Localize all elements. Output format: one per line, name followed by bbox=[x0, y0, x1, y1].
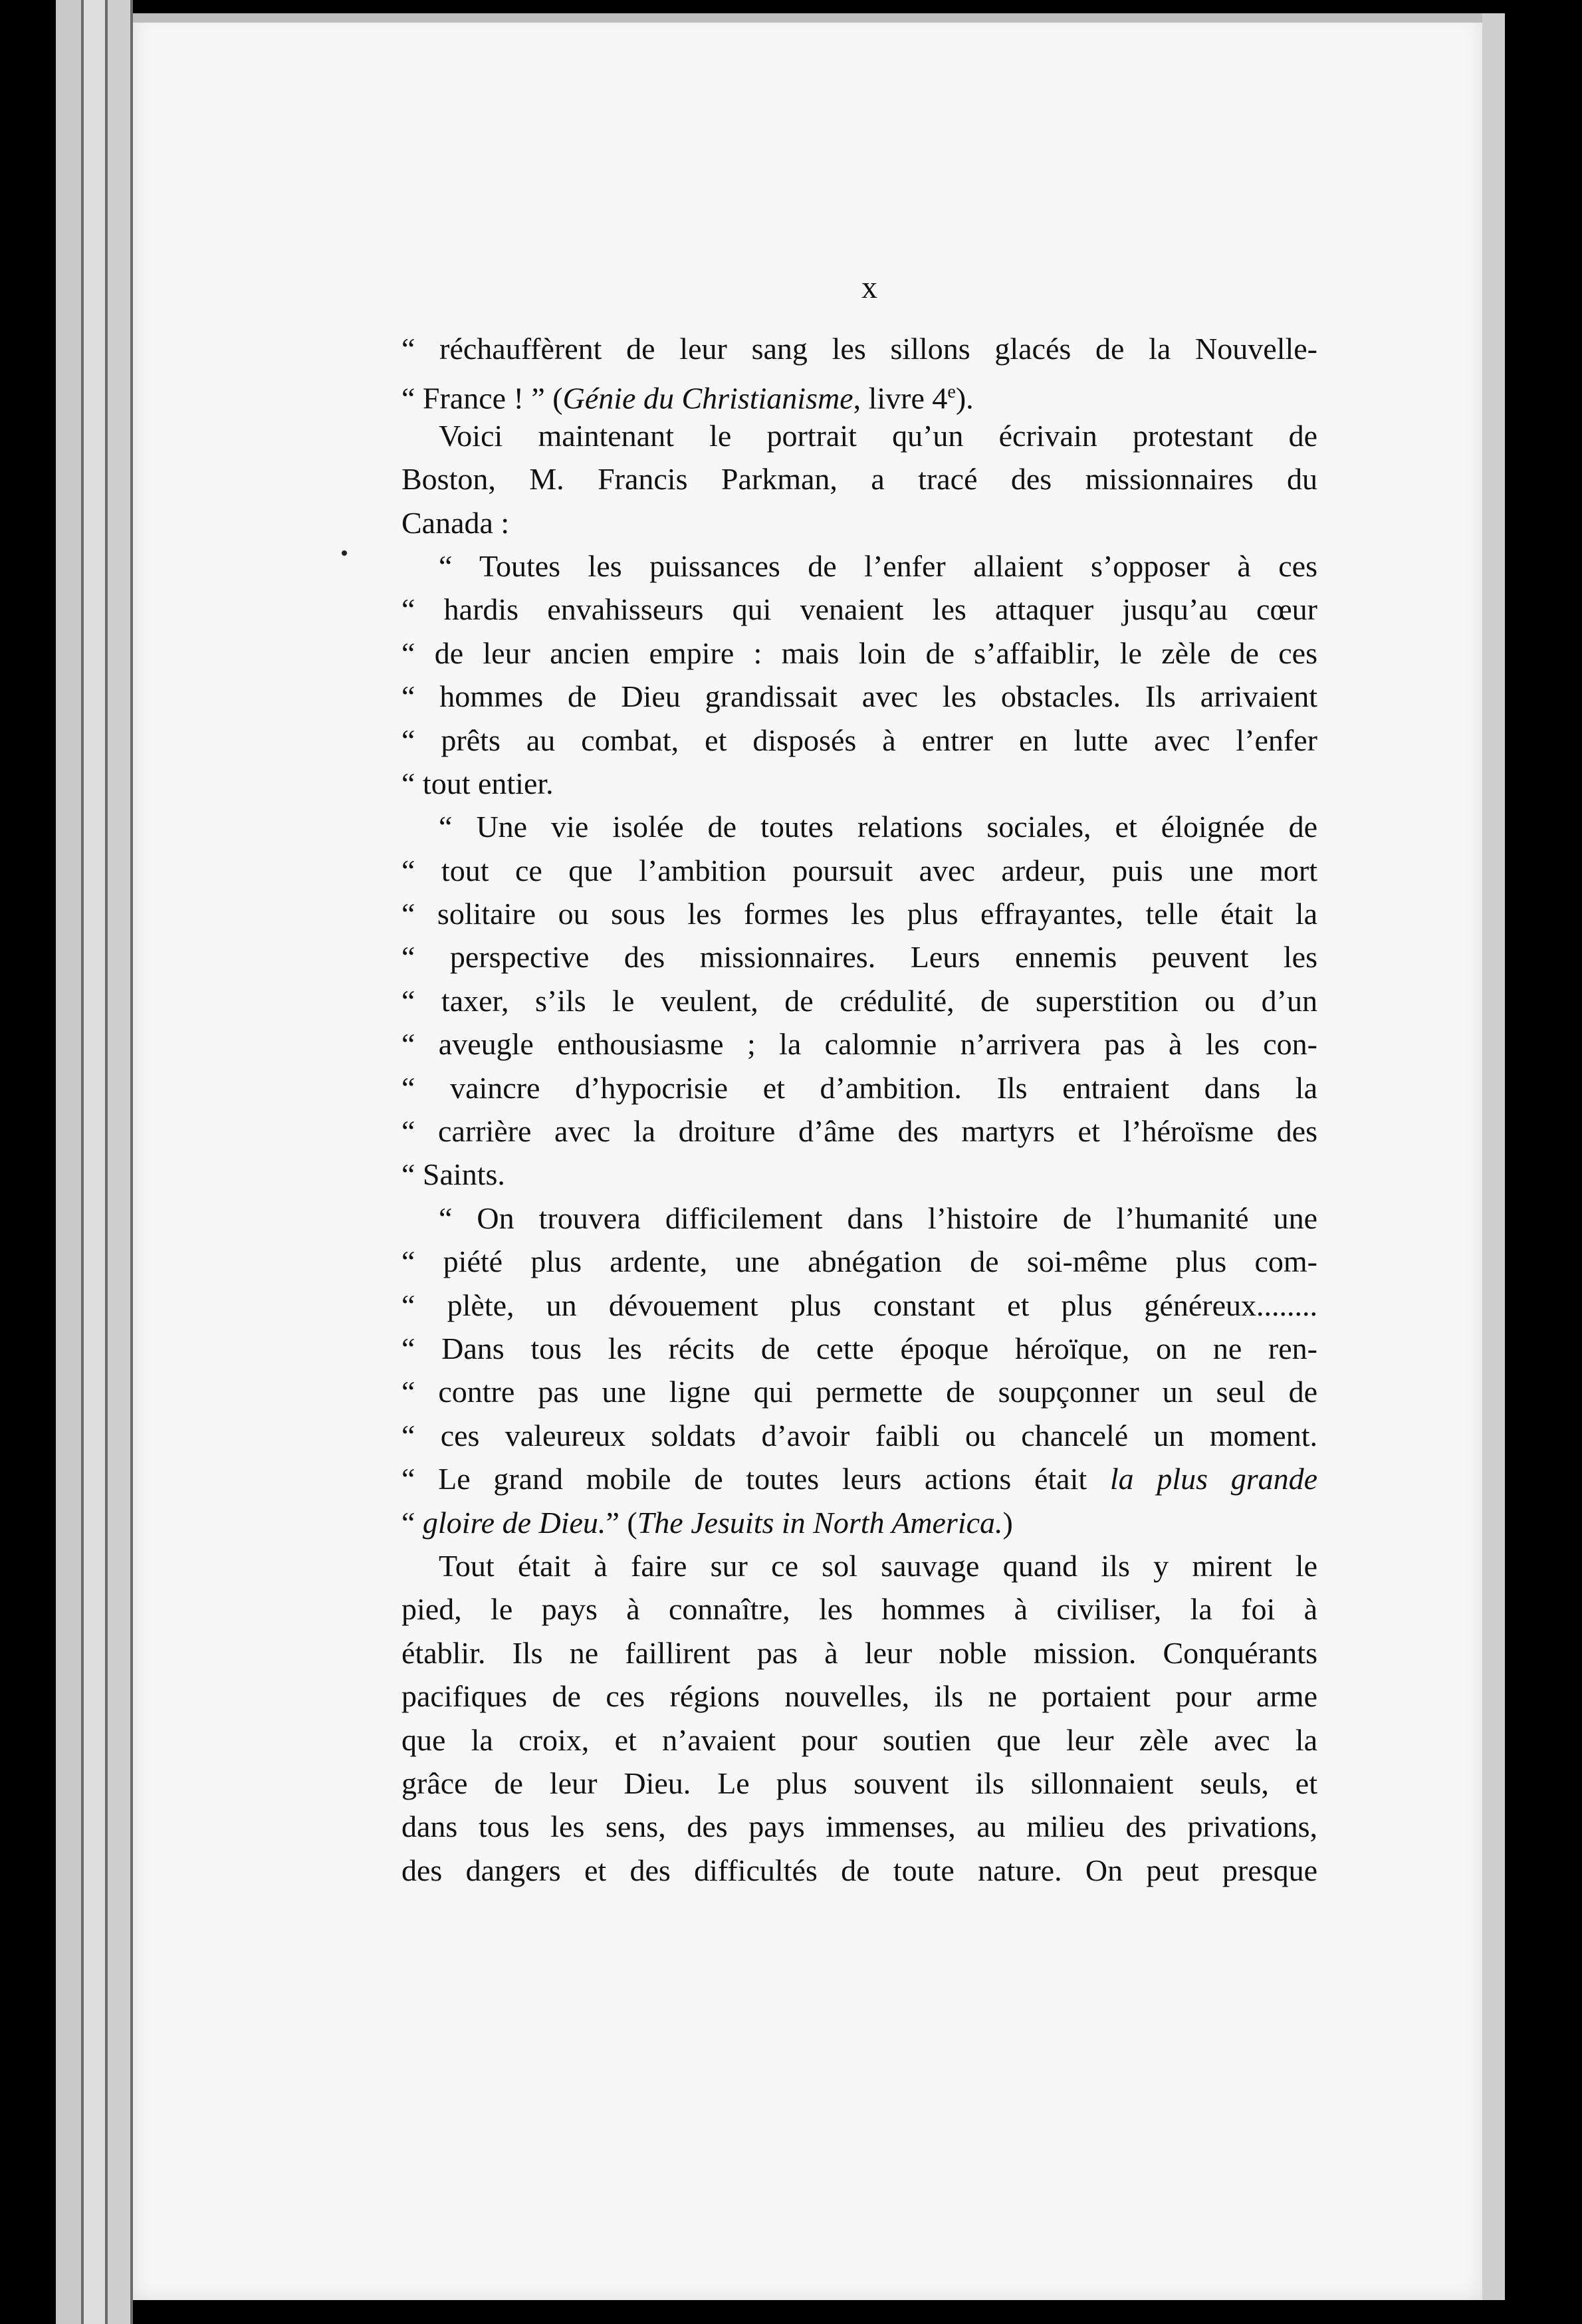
page-top-shade bbox=[133, 13, 1482, 23]
page-edge-line bbox=[81, 0, 84, 2324]
text-line: “ hardis envahisseurs qui venaient les attaquer jusqu’au cœur bbox=[401, 592, 1317, 627]
page-edge-stack bbox=[82, 0, 106, 2324]
text-line: “ piété plus ardente, une abnégation de soi-même plus com- bbox=[401, 1244, 1317, 1279]
page-edge-stack bbox=[56, 0, 82, 2324]
text-line: “ perspective des missionnaires. Leurs ennemis peuvent les bbox=[401, 940, 1317, 975]
text-line: “ solitaire ou sous les formes les plus effrayantes, telle était la bbox=[401, 897, 1317, 931]
text-line: “ taxer, s’ils le veulent, de crédulité, de superstition ou d’un bbox=[401, 983, 1317, 1018]
text-line: “ contre pas une ligne qui permette de soupçonner un seul de bbox=[401, 1375, 1317, 1409]
text-line: “ réchauffèrent de leur sang les sillons glacés de la Nouvelle- bbox=[401, 332, 1317, 366]
text-line: Voici maintenant le portrait qu’un écrivain protestant de bbox=[439, 418, 1317, 453]
text-line: “ plète, un dévouement plus constant et plus généreux........ bbox=[401, 1288, 1317, 1322]
text-line: “ prêts au combat, et disposés à entrer en lutte avec l’enfer bbox=[401, 723, 1317, 757]
text-line: “ Toutes les puissances de l’enfer allaient s’opposer à ces bbox=[439, 548, 1317, 583]
text-line: que la croix, et n’avaient pour soutien que leur zèle avec la bbox=[401, 1722, 1317, 1757]
text-line: “ Saints. bbox=[401, 1157, 505, 1192]
page-edge-stack bbox=[106, 0, 130, 2324]
text-line: “ Le grand mobile de toutes leurs actions était la plus grande bbox=[401, 1462, 1318, 1496]
page-folio: x bbox=[861, 270, 877, 305]
text-line: “ France ! ” (Génie du Christianisme, livre 4e). bbox=[401, 381, 974, 415]
text-line: pacifiques de ces régions nouvelles, ils ne portaient pour arme bbox=[401, 1679, 1317, 1714]
text-line: “ Dans tous les récits de cette époque héroïque, on ne ren- bbox=[401, 1331, 1317, 1365]
page-edge-line bbox=[105, 0, 108, 2324]
text-line: établir. Ils ne faillirent pas à leur noble mission. Conquérants bbox=[401, 1635, 1317, 1670]
text-line: dans tous les sens, des pays immenses, au milieu des privations, bbox=[401, 1809, 1317, 1844]
text-line: “ tout entier. bbox=[401, 766, 554, 800]
text-line: “ tout ce que l’ambition poursuit avec ardeur, puis une mort bbox=[401, 853, 1317, 887]
text-line: “ vaincre d’hypocrisie et d’ambition. Ils entraient dans la bbox=[401, 1070, 1317, 1105]
text-line: “ carrière avec la droiture d’âme des martyrs et l’héroïsme des bbox=[401, 1114, 1317, 1149]
text-line: des dangers et des difficultés de toute nature. On peut presque bbox=[401, 1853, 1317, 1887]
right-gutter bbox=[1482, 13, 1505, 2300]
text-line: “ hommes de Dieu grandissait avec les obstacles. Ils arrivaient bbox=[401, 679, 1317, 714]
text-line: “ gloire de Dieu.” (The Jesuits in North America.) bbox=[401, 1505, 1013, 1540]
text-line: “ On trouvera difficilement dans l’histoire de l’humanité une bbox=[439, 1201, 1317, 1235]
text-line: “ aveugle enthousiasme ; la calomnie n’arrivera pas à les con- bbox=[401, 1027, 1317, 1062]
text-line: “ de leur ancien empire : mais loin de s’affaiblir, le zèle de ces bbox=[401, 636, 1317, 670]
text-line: “ ces valeureux soldats d’avoir faibli ou chancelé un moment. bbox=[401, 1418, 1317, 1452]
text-line: Boston, M. Francis Parkman, a tracé des missionnaires du bbox=[401, 462, 1317, 497]
margin-speck bbox=[342, 550, 347, 556]
text-line: “ Une vie isolée de toutes relations sociales, et éloignée de bbox=[439, 810, 1317, 844]
text-line: Tout était à faire sur ce sol sauvage quand ils y mirent le bbox=[439, 1548, 1317, 1583]
text-line: grâce de leur Dieu. Le plus souvent ils sillonnaient seuls, et bbox=[401, 1766, 1317, 1800]
body-text bbox=[401, 327, 1317, 1892]
text-line: Canada : bbox=[401, 505, 510, 540]
text-line: pied, le pays à connaître, les hommes à civiliser, la foi à bbox=[401, 1592, 1317, 1627]
